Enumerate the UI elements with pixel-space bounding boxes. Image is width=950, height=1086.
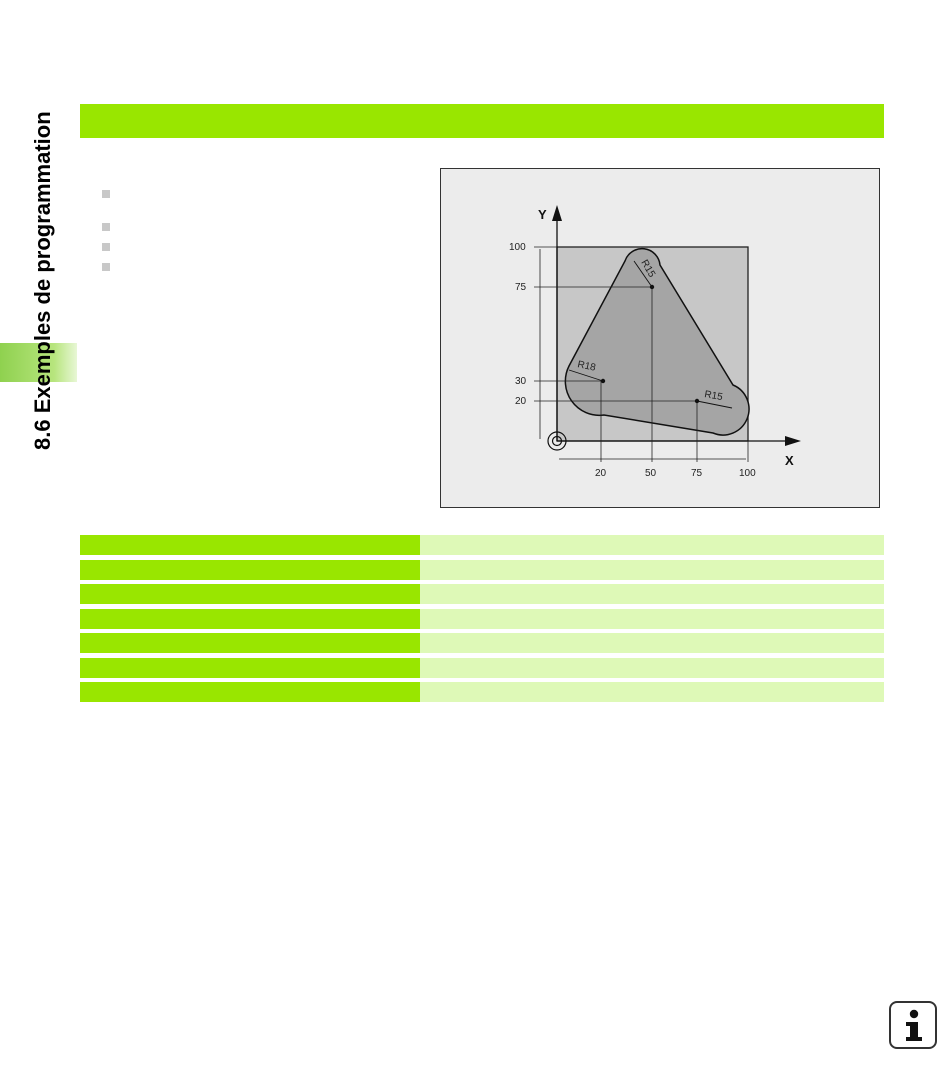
table-row (80, 560, 884, 580)
table-cell (80, 658, 420, 678)
table-cell (80, 584, 420, 604)
program-table (80, 535, 884, 707)
table-cell (80, 535, 420, 555)
y-tick-label: 20 (515, 396, 527, 407)
table-cell (420, 682, 884, 702)
table-row (80, 584, 884, 604)
table-cell (420, 633, 884, 653)
radius-label: R15 (638, 258, 658, 280)
y-arrow (552, 205, 562, 221)
x-axis-label: X (785, 453, 794, 468)
x-tick-label: 100 (739, 468, 756, 479)
table-cell (420, 609, 884, 629)
table-row (80, 658, 884, 678)
radius-label: R15 (703, 389, 724, 404)
table-row (80, 682, 884, 702)
table-cell (420, 584, 884, 604)
table-cell (80, 609, 420, 629)
bullet-list (102, 190, 110, 283)
bullet-marker (102, 223, 110, 231)
section-title: 8.6 Exemples de programmation (30, 111, 55, 450)
y-tick-label: 30 (515, 376, 527, 387)
x-tick-label: 20 (595, 468, 607, 479)
drawing-figure (440, 168, 880, 508)
table-row (80, 535, 884, 555)
header-bar (80, 104, 884, 138)
table-cell (420, 535, 884, 555)
table-cell (80, 682, 420, 702)
y-axis-label: Y (538, 207, 547, 222)
table-cell (420, 560, 884, 580)
table-cell (80, 560, 420, 580)
drawing-svg (441, 169, 881, 509)
x-tick-label: 75 (691, 468, 703, 479)
table-cell (80, 633, 420, 653)
x-arrow (785, 436, 801, 446)
y-tick-label: 100 (509, 242, 526, 253)
bullet-marker (102, 190, 110, 198)
x-tick-label: 50 (645, 468, 657, 479)
bullet-marker (102, 243, 110, 251)
table-row (80, 633, 884, 653)
bullet-marker (102, 263, 110, 271)
table-cell (420, 658, 884, 678)
radius-label: R18 (576, 359, 597, 374)
info-glyph (891, 1003, 935, 1047)
y-tick-label: 75 (515, 282, 527, 293)
table-row (80, 609, 884, 629)
info-icon[interactable] (889, 1001, 937, 1049)
